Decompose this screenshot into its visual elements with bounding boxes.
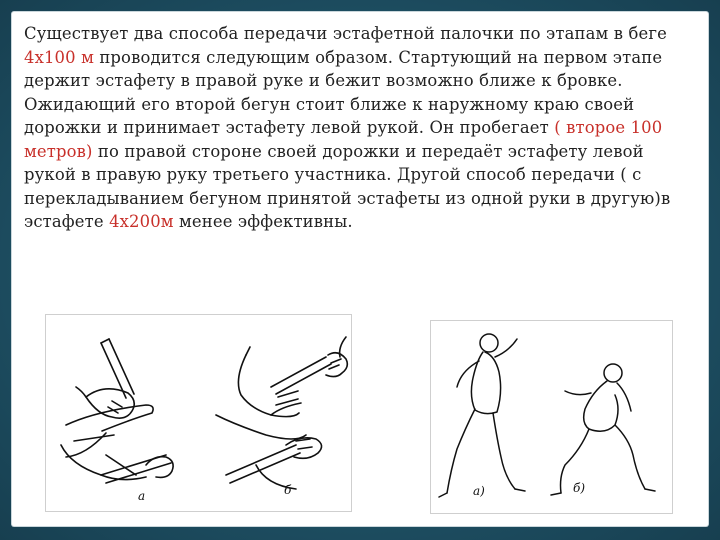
baton-hands-illustration [45,314,352,512]
text-part-2: проводится следующим образом. Стартующий на первом этапе держит эстафету в правой руке и бежит возможно ближе к бровке. Ожидающий его второй бегун стоит ближе к наружному краю своей дорожки и принимает эстафету левой рукой. Он пробегает [24,47,663,137]
runners-illustration [430,320,673,514]
highlight-second-100m: ( второе 100 метров) [24,118,663,161]
text-part-4: менее эффективны. [173,212,353,231]
left-label-a: а [138,489,146,503]
slide-body-text [24,22,696,234]
hands-drawing [46,315,351,511]
runners-drawing [431,321,672,513]
highlight-4x200: 4х200м [109,212,174,231]
right-label-a: а) [473,484,485,498]
highlight-4x100: 4х100 м [24,47,94,67]
right-label-b: б) [573,481,586,495]
text-part-1: Существует два способа передачи эстафетной палочки по этапам в беге [24,24,667,43]
text-part-3: по правой стороне своей дорожки и передаёт эстафету левой рукой в правую руку третьего участника. Другой способ передачи ( с перекладыванием бегуном принятой эстафеты из одной руки в другую)в эстафете [24,141,671,231]
left-label-b: б [284,483,292,497]
